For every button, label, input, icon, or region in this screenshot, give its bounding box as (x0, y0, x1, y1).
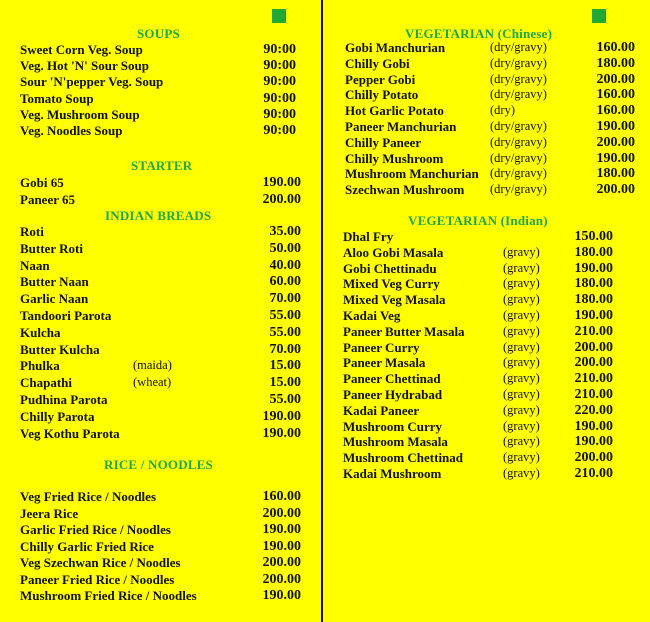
menu-item-name: Jeera Rice (20, 505, 79, 521)
menu-item-name: Mushroom Masala (343, 434, 448, 450)
menu-item-price: 190.00 (574, 260, 613, 276)
menu-item-row (345, 151, 635, 167)
menu-item-price: 200.00 (574, 339, 613, 355)
menu-item-name: Aloo Gobi Masala (343, 244, 444, 260)
menu-item-price: 190.00 (262, 425, 301, 441)
menu-item-note: (gravy) (503, 402, 540, 417)
menu-item-row (345, 166, 635, 182)
menu-item-price: 190.00 (574, 434, 613, 450)
menu-item-row (20, 91, 296, 107)
menu-item-price: 55.00 (269, 392, 301, 407)
menu-item-price: 200.00 (574, 355, 613, 371)
section-heading-breads: INDIAN BREADS (105, 208, 212, 223)
menu-item-price: 190.00 (262, 408, 301, 424)
menu-item-name: Phulka (20, 358, 60, 374)
menu-item-price: 190.00 (574, 308, 613, 323)
menu-item-name: Sweet Corn Veg. Soup (20, 42, 143, 57)
menu-item-price: 210.00 (574, 466, 613, 481)
menu-item-price: 90:00 (263, 123, 296, 138)
menu-item-note: (dry/gravy) (490, 71, 547, 86)
menu-item-row (20, 588, 301, 604)
menu-item-price: 190.00 (596, 150, 635, 166)
menu-item-price: 190.00 (596, 119, 635, 134)
section-heading-rice: RICE / NOODLES (104, 457, 213, 472)
menu-item-name: Pudhina Parota (20, 392, 108, 407)
menu-item-price: 50.00 (269, 240, 301, 256)
menu-item-name: Chilly Mushroom (345, 150, 444, 166)
menu-item-row (20, 58, 296, 74)
menu-item-name: Veg Kothu Parota (20, 425, 120, 441)
menu-item-name: Dhal Fry (343, 229, 394, 244)
menu-item-name: Kadai Veg (343, 308, 401, 323)
menu-item-name: Gobi Manchurian (345, 40, 446, 55)
menu-item-row (20, 539, 301, 555)
menu-item-row (343, 261, 613, 277)
menu-item-row (345, 72, 635, 88)
menu-item-price: 180.00 (574, 244, 613, 260)
menu-item-row (345, 40, 635, 56)
menu-item-price: 220.00 (574, 402, 613, 418)
menu-item-price: 55.00 (269, 308, 301, 323)
menu-item-name: Sour 'N'pepper Veg. Soup (20, 74, 164, 90)
menu-item-name: Gobi 65 (20, 175, 64, 190)
menu-item-row (20, 291, 301, 307)
menu-item-price: 90:00 (263, 90, 296, 106)
menu-item-row (343, 355, 613, 371)
menu-item-price: 180.00 (574, 292, 613, 308)
section-heading-soups: SOUPS (137, 26, 180, 41)
menu-item-row (343, 450, 613, 466)
menu-item-price: 160.00 (596, 40, 635, 55)
menu-item-price: 90:00 (263, 106, 296, 122)
menu-item-note: (gravy) (503, 450, 540, 465)
menu-item-row (20, 358, 301, 374)
menu-item-row (343, 245, 613, 261)
menu-item-price: 210.00 (574, 387, 613, 402)
menu-item-row (345, 119, 635, 135)
menu-item-note: (gravy) (503, 323, 540, 338)
menu-item-name: Mushroom Chettinad (343, 450, 464, 466)
menu-item-note: (dry) (490, 103, 515, 118)
menu-item-row (343, 292, 613, 308)
menu-item-name: Chilly Paneer (345, 134, 422, 150)
section-heading-starter: STARTER (131, 158, 193, 173)
menu-item-note: (gravy) (503, 466, 540, 480)
menu-item-note: (dry/gravy) (490, 150, 547, 165)
menu-item-note: (dry/gravy) (490, 55, 547, 70)
menu-item-row (345, 56, 635, 72)
menu-item-price: 200.00 (262, 571, 301, 587)
section-heading-indian: VEGETARIAN (Indian) (408, 213, 548, 228)
menu-item-name: Chilly Gobi (345, 55, 410, 71)
menu-item-note: (wheat) (133, 375, 172, 390)
menu-item-price: 70.00 (269, 291, 301, 307)
menu-item-price: 190.00 (262, 588, 301, 603)
menu-item-row (20, 258, 301, 274)
menu-item-name: Szechwan Mushroom (345, 182, 465, 198)
menu-item-name: Mushroom Manchurian (345, 166, 479, 182)
menu-item-note: (gravy) (503, 418, 540, 433)
menu-item-name: Veg. Noodles Soup (20, 123, 123, 138)
menu-item-row (343, 276, 613, 292)
menu-item-row (20, 192, 301, 208)
menu-item-name: Chilly Potato (345, 87, 419, 103)
menu-item-row (20, 42, 296, 58)
menu-item-price: 160.00 (262, 489, 301, 504)
menu-item-note: (gravy) (503, 355, 540, 370)
menu-item-row (343, 340, 613, 356)
menu-item-price: 190.00 (262, 522, 301, 537)
menu-item-name: Mushroom Curry (343, 418, 443, 434)
menu-item-row (20, 274, 301, 290)
menu-item-price: 55.00 (269, 324, 301, 340)
menu-item-note: (maida) (133, 358, 172, 373)
menu-item-price: 200.00 (262, 555, 301, 570)
menu-item-price: 180.00 (596, 55, 635, 71)
menu-item-row (343, 434, 613, 450)
menu-item-name: Paneer Manchurian (345, 119, 457, 134)
menu-item-price: 15.00 (269, 375, 301, 391)
menu-item-name: Butter Kulcha (20, 341, 100, 357)
menu-item-price: 200.00 (574, 450, 613, 466)
menu-item-name: Paneer Hydrabad (343, 387, 443, 402)
menu-item-row (345, 182, 635, 198)
menu-item-price: 200.00 (596, 71, 635, 87)
menu-item-name: Veg Fried Rice / Noodles (20, 489, 156, 504)
menu-item-name: Paneer 65 (20, 191, 75, 207)
menu-item-price: 90:00 (263, 74, 296, 90)
menu-item-name: Butter Roti (20, 240, 83, 256)
menu-item-note: (gravy) (503, 292, 540, 307)
menu-item-row (20, 506, 301, 522)
menu-item-row (20, 572, 301, 588)
menu-item-price: 190.00 (262, 175, 301, 190)
menu-item-name: Paneer Fried Rice / Noodles (20, 571, 175, 587)
menu-item-row (20, 224, 301, 240)
menu-item-price: 90:00 (263, 58, 296, 74)
menu-item-name: Tomato Soup (20, 90, 94, 106)
menu-item-name: Mixed Veg Masala (343, 292, 446, 308)
menu-item-price: 200.00 (596, 134, 635, 150)
menu-item-note: (gravy) (503, 308, 540, 322)
menu-item-price: 180.00 (574, 276, 613, 292)
menu-item-name: Roti (20, 224, 44, 239)
menu-item-row (20, 555, 301, 571)
menu-item-note: (dry/gravy) (490, 166, 547, 181)
menu-item-name: Pepper Gobi (345, 71, 416, 87)
menu-item-name: Paneer Chettinad (343, 371, 441, 387)
menu-item-note: (dry/gravy) (490, 40, 547, 54)
menu-item-row (20, 342, 301, 358)
menu-item-row (343, 229, 613, 245)
menu-item-row (343, 419, 613, 435)
menu-item-row (20, 74, 296, 90)
menu-item-row (20, 409, 301, 425)
menu-item-name: Gobi Chettinadu (343, 260, 437, 276)
menu-item-row (20, 241, 301, 257)
menu-item-row (20, 375, 301, 391)
menu-item-name: Garlic Naan (20, 291, 89, 307)
menu-item-row (20, 308, 301, 324)
menu-item-note: (gravy) (503, 434, 540, 449)
menu-item-note: (gravy) (503, 276, 540, 291)
veg-marker-icon (272, 9, 286, 23)
menu-item-price: 150.00 (574, 229, 613, 244)
menu-item-price: 70.00 (269, 341, 301, 357)
menu-item-price: 15.00 (269, 358, 301, 374)
menu-item-name: Tandoori Parota (20, 308, 112, 323)
menu-item-name: Mixed Veg Curry (343, 276, 440, 292)
menu-item-name: Paneer Butter Masala (343, 323, 465, 339)
menu-item-name: Chapathi (20, 375, 73, 391)
menu-item-price: 35.00 (269, 224, 301, 239)
menu-item-row (345, 135, 635, 151)
menu-item-note: (dry/gravy) (490, 134, 547, 149)
menu-item-name: Veg. Mushroom Soup (20, 106, 140, 122)
menu-item-row (345, 87, 635, 103)
menu-item-name: Mushroom Fried Rice / Noodles (20, 588, 197, 603)
menu-item-note: (gravy) (503, 339, 540, 354)
menu-item-price: 190.00 (574, 418, 613, 434)
menu-item-price: 90:00 (263, 42, 296, 57)
menu-item-note: (dry/gravy) (490, 182, 547, 197)
menu-item-row (343, 324, 613, 340)
menu-item-name: Chilly Garlic Fried Rice (20, 538, 154, 554)
menu-item-row (343, 466, 613, 482)
menu-item-price: 200.00 (596, 182, 635, 198)
menu-item-price: 160.00 (596, 103, 635, 119)
menu-item-row (20, 107, 296, 123)
menu-item-note: (gravy) (503, 260, 540, 275)
menu-item-price: 180.00 (596, 166, 635, 182)
menu-item-price: 200.00 (262, 191, 301, 207)
menu-item-name: Butter Naan (20, 274, 89, 290)
menu-item-price: 160.00 (596, 87, 635, 103)
menu-item-row (20, 325, 301, 341)
menu-item-note: (dry/gravy) (490, 87, 547, 102)
menu-item-row (20, 175, 301, 191)
menu-item-name: Kadai Mushroom (343, 466, 442, 481)
menu-item-price: 190.00 (262, 538, 301, 554)
menu-item-note: (dry/gravy) (490, 119, 547, 133)
menu-item-price: 210.00 (574, 371, 613, 387)
menu-item-name: Paneer Masala (343, 355, 426, 371)
menu-item-row (20, 392, 301, 408)
menu-item-note: (gravy) (503, 387, 540, 401)
veg-marker-icon (592, 9, 606, 23)
menu-item-note: (gravy) (503, 244, 540, 259)
menu-item-name: Veg Szechwan Rice / Noodles (20, 555, 181, 570)
menu-item-name: Kulcha (20, 324, 61, 340)
menu-item-name: Naan (20, 257, 50, 273)
menu-item-price: 200.00 (262, 505, 301, 521)
section-heading-chinese: VEGETARIAN (Chinese) (405, 26, 553, 41)
menu-item-row (343, 308, 613, 324)
menu-item-name: Garlic Fried Rice / Noodles (20, 522, 171, 537)
menu-item-name: Paneer Curry (343, 339, 420, 355)
menu-item-price: 60.00 (269, 274, 301, 290)
menu-item-name: Veg. Hot 'N' Sour Soup (20, 58, 149, 74)
menu-item-row (20, 489, 301, 505)
menu-item-row (20, 426, 301, 442)
menu-item-row (343, 371, 613, 387)
menu-item-price: 40.00 (269, 257, 301, 273)
menu-item-note: (gravy) (503, 371, 540, 386)
menu-item-row (20, 123, 296, 139)
menu-item-row (345, 103, 635, 119)
menu-item-name: Hot Garlic Potato (345, 103, 444, 119)
menu-item-name: Kadai Paneer (343, 402, 420, 418)
column-divider (321, 0, 323, 622)
menu-item-row (343, 387, 613, 403)
menu-item-name: Chilly Parota (20, 408, 95, 424)
menu-item-row (20, 522, 301, 538)
menu-item-price: 210.00 (574, 323, 613, 339)
menu-item-row (343, 403, 613, 419)
